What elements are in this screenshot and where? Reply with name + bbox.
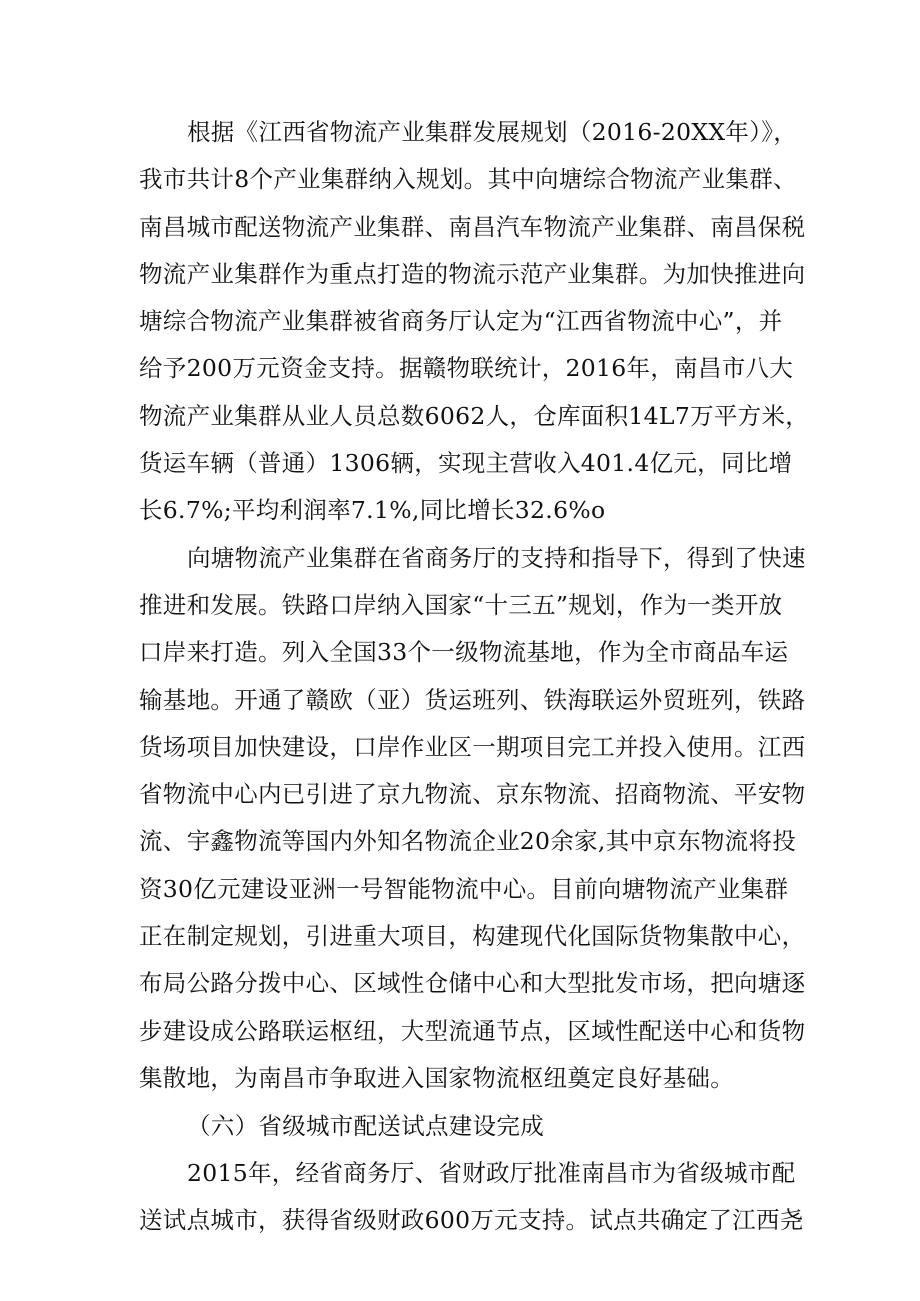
paragraph-2-line-10: 布局公路分拨中心、区域性仓储中心和大型批发市场，把向塘逐 <box>139 969 806 997</box>
paragraph-2-line-9: 正在制定规划，引进重大项目，构建现代化国际货物集散中心， <box>139 922 806 950</box>
paragraph-2-line-1: 向塘物流产业集群在省商务厅的支持和指导下，得到了快速 <box>187 544 806 572</box>
paragraph-2-line-5: 货场项目加快建设，口岸作业区一期项目完工并投入使用。江西 <box>139 733 806 761</box>
paragraph-2-line-2: 推进和发展。铁路口岸纳入国家“十三五”规划，作为一类开放 <box>139 591 783 619</box>
paragraph-2-line-6: 省物流中心内已引进了京九物流、京东物流、招商物流、平安物 <box>139 780 806 808</box>
paragraph-1-line-5: 塘综合物流产业集群被省商务厅认定为“江西省物流中心”，并 <box>139 307 783 335</box>
paragraph-2-line-7: 流、宇鑫物流等国内外知名物流企业20余家,其中京东物流将投 <box>139 827 797 855</box>
paragraph-1-line-8: 货运车辆（普通）1306辆，实现主营收入401.4亿元，同比增 <box>139 449 793 477</box>
paragraph-1-line-3: 南昌城市配送物流产业集群、南昌汽车物流产业集群、南昌保税 <box>139 213 806 241</box>
paragraph-3-line-2: 送试点城市，获得省级财政600万元支持。试点共确定了江西尧 <box>139 1206 804 1234</box>
paragraph-1-line-9: 长6.7%;平均利润率7.1%,同比增长32.6%o <box>139 496 606 524</box>
paragraph-1-line-7: 物流产业集群从业人员总数6062人，仓库面积14L7万平方米， <box>139 402 810 430</box>
section-heading: （六）省级城市配送试点建设完成 <box>187 1112 544 1140</box>
paragraph-1-line-4: 物流产业集群作为重点打造的物流示范产业集群。为加快推进向 <box>139 260 806 288</box>
paragraph-2-line-12: 集散地，为南昌市争取进入国家物流枢纽奠定良好基础。 <box>139 1064 734 1092</box>
paragraph-1-line-6: 给予200万元资金支持。据赣物联统计，2016年，南昌市八大 <box>139 354 794 382</box>
paragraph-1-line-1: 根据《江西省物流产业集群发展规划（2016-20XX年）》， <box>187 118 798 146</box>
paragraph-2-line-4: 输基地。开通了赣欧（亚）货运班列、铁海联运外贸班列，铁路 <box>139 686 806 714</box>
paragraph-2-line-8: 资30亿元建设亚洲一号智能物流中心。目前向塘物流产业集群 <box>139 875 789 903</box>
paragraph-3-line-1: 2015年，经省商务厅、省财政厅批准南昌市为省级城市配 <box>187 1159 796 1187</box>
paragraph-1-line-2: 我市共计8个产业集群纳入规划。其中向塘综合物流产业集群、 <box>139 165 797 193</box>
paragraph-2-line-3: 口岸来打造。列入全国33个一级物流基地，作为全市商品车运 <box>139 638 789 666</box>
paragraph-2-line-11: 步建设成公路联运枢纽，大型流通节点，区域性配送中心和货物 <box>139 1017 806 1045</box>
